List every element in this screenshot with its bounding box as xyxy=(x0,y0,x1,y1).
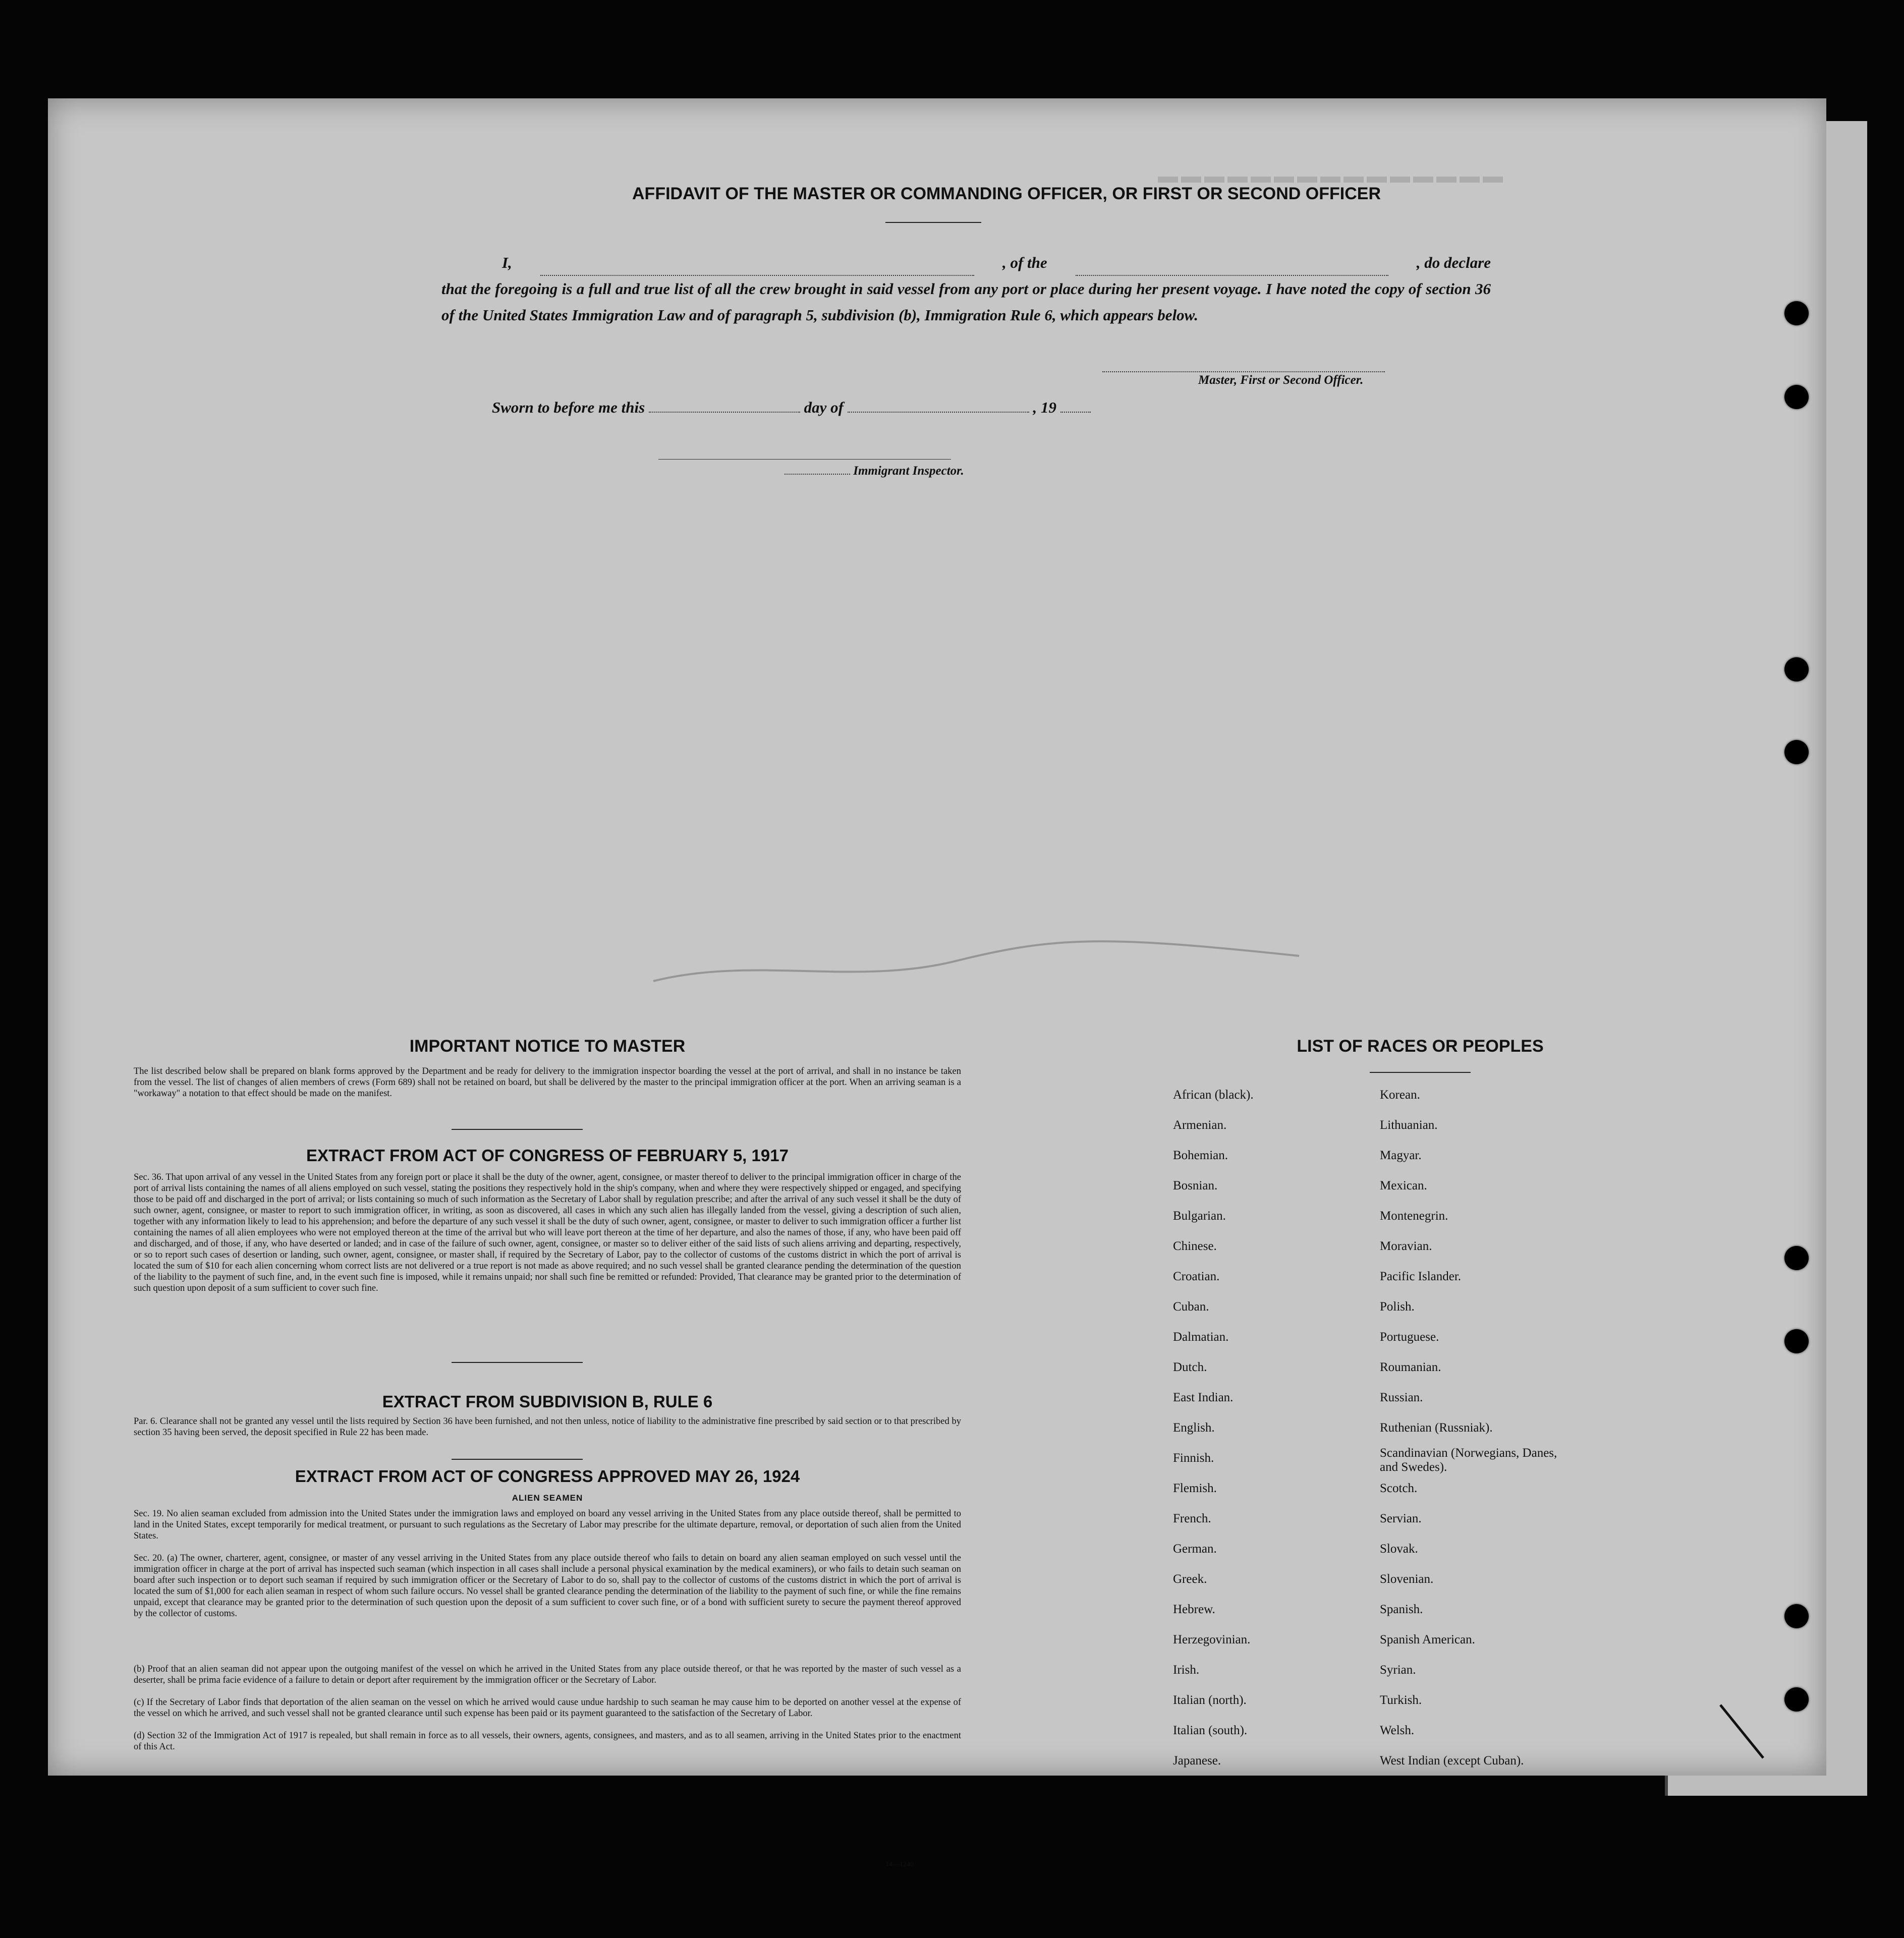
race-item: Greek. xyxy=(1173,1572,1207,1586)
affidavit-text: that the foregoing is a full and true list of all the crew brought in said vessel from any port or place during her present voyage. I have noted the copy of section 36 of the United States Immigration Law and of paragraph 5, subdivision (b), Immigration Rule 6, which appears below. xyxy=(441,280,1491,324)
divider xyxy=(452,1129,583,1130)
inspector-label: Immigrant Inspector. xyxy=(853,464,964,478)
extract-rule6-title: EXTRACT FROM SUBDIVISION B, RULE 6 xyxy=(382,1392,713,1411)
extract-1924-section-20a: Sec. 20. (a) The owner, charterer, agent, consignee, or master of any vessel arriving in the United States from any place outside thereof who fails to detain on board any alien seaman employed on such vessel until the immigration officer in charge at the port of arrival has inspected such seaman (which inspection in all cases shall include a personal physical examination by the medical examiners), or who fails to detain such seaman on board after such inspection or to deport such seaman if required by such immigration officer or the Secretary of Labor to do so, shall pay to the collector of customs of the customs district in which the port of arrival is located the sum of $1,000 for each alien seaman in respect of whom such failure occurs. No vessel shall be granted clearance pending the determination of the liability to the payment of such fine, or while the fine remains unpaid, except that clearance may be granted prior to the determination of such question upon the deposit of a sum sufficient to cover such fine, or of a bond with sufficient surety to secure the payment thereof approved by the collector of customs. xyxy=(134,1553,961,1619)
race-item: Croatian. xyxy=(1173,1270,1220,1283)
race-item: Italian (south). xyxy=(1173,1724,1248,1737)
month-blank xyxy=(848,412,1029,413)
race-item: English. xyxy=(1173,1421,1215,1435)
race-item: German. xyxy=(1173,1542,1217,1556)
race-item: Portuguese. xyxy=(1380,1330,1439,1344)
extract-rule6-text: Par. 6. Clearance shall not be granted any vessel until the lists required by Section 36 have been furnished, and not then unless, notice of liability to the administrative fine prescribed by said section or to that prescribed by section 35 having been served, the deposit specified in Rule 22 has been made. xyxy=(134,1416,961,1438)
vessel-blank xyxy=(1076,250,1388,276)
race-item: Flemish. xyxy=(1173,1481,1217,1495)
divider xyxy=(452,1459,583,1460)
race-item: Scandinavian (Norwegians, Danes, and Swedes). xyxy=(1380,1446,1557,1474)
race-item: Lithuanian. xyxy=(1380,1118,1438,1132)
race-item: Russian. xyxy=(1380,1391,1423,1404)
inspector-line xyxy=(785,464,964,478)
race-item: Polish. xyxy=(1380,1300,1415,1314)
race-item: Slovenian. xyxy=(1380,1572,1434,1586)
race-item: Cuban. xyxy=(1173,1300,1209,1314)
races-title: LIST OF RACES OR PEOPLES xyxy=(1297,1037,1544,1056)
punch-hole xyxy=(1784,385,1809,409)
day-blank xyxy=(649,412,800,413)
inspector-blank xyxy=(785,474,850,475)
race-item: Mexican. xyxy=(1380,1179,1427,1192)
race-item: Spanish American. xyxy=(1380,1633,1475,1646)
race-item: Chinese. xyxy=(1173,1239,1217,1253)
race-item: Ruthenian (Russniak). xyxy=(1380,1421,1493,1435)
race-item: Spanish. xyxy=(1380,1603,1423,1616)
extract-1924-section-20b: (b) Proof that an alien seaman did not appear upon the outgoing manifest of the vessel on which he arrived in the United States from any place outside thereof, or that he was reported by the master of such vessel as a deserter, shall be prima facie evidence of a failure to detain or deport after requirement by the immigration officer or the Secretary of Labor. xyxy=(134,1664,961,1685)
race-item: Armenian. xyxy=(1173,1118,1227,1132)
name-blank xyxy=(540,250,974,276)
divider xyxy=(1370,1072,1471,1073)
signature-label: Master, First or Second Officer. xyxy=(1198,373,1364,387)
punch-hole xyxy=(1784,1687,1809,1712)
race-item: Pacific Islander. xyxy=(1380,1270,1462,1283)
race-item: Syrian. xyxy=(1380,1663,1416,1677)
affidavit-i: I, xyxy=(502,254,512,271)
punch-hole xyxy=(1784,1246,1809,1270)
race-item: Moravian. xyxy=(1380,1239,1432,1253)
race-item: East Indian. xyxy=(1173,1391,1234,1404)
extract-1924-section-20d: (d) Section 32 of the Immigration Act of 1917 is repealed, but shall remain in force as to all vessels, their owners, agents, consignees, and masters, and as to all seamen, arriving in the United States prior to the enactment of this Act. xyxy=(134,1731,961,1752)
race-item: Turkish. xyxy=(1380,1693,1422,1707)
day-of-label: day of xyxy=(804,398,844,416)
race-item: French. xyxy=(1173,1512,1211,1525)
race-item: Dutch. xyxy=(1173,1360,1207,1374)
race-item: Korean. xyxy=(1380,1088,1420,1102)
document-page xyxy=(48,98,1826,1868)
signature-line xyxy=(1102,371,1385,372)
year-blank xyxy=(1060,412,1091,413)
form-number: 14—1240 xyxy=(885,1861,914,1868)
punch-hole xyxy=(1784,1329,1809,1353)
year-prefix: , 19 xyxy=(1033,398,1056,416)
race-item: Roumanian. xyxy=(1380,1360,1441,1374)
race-item: West Indian (except Cuban). xyxy=(1380,1754,1524,1768)
race-item: Irish. xyxy=(1173,1663,1200,1677)
race-item: Welsh. xyxy=(1380,1724,1415,1737)
race-item: Bosnian. xyxy=(1173,1179,1218,1192)
race-item: Italian (north). xyxy=(1173,1693,1247,1707)
bleed-through: ▬▬▬▬▬▬▬▬▬▬▬▬▬▬▬ xyxy=(1158,164,1506,187)
extract-1924-section-20c: (c) If the Secretary of Labor finds that deportation of the alien seaman on the vessel on which he arrived would cause undue hardship to such seaman he may cause him to be deported on another vessel at the expense of the vessel on which he arrived, and such vessel shall not be granted clearance until such expense has been paid or its payment guaranteed to the satisfaction of the Secretary of Labor. xyxy=(134,1697,961,1719)
sworn-line xyxy=(492,398,1091,417)
affidavit-do-declare: , do declare xyxy=(1416,254,1491,271)
race-item: Japanese. xyxy=(1173,1754,1221,1768)
affidavit-of-the: , of the xyxy=(1002,254,1047,271)
punch-hole xyxy=(1784,301,1809,325)
race-item: Slovak. xyxy=(1380,1542,1418,1556)
race-item: Montenegrin. xyxy=(1380,1209,1448,1223)
race-item: Finnish. xyxy=(1173,1451,1214,1465)
faint-mark xyxy=(653,926,1309,996)
extract-1924-title: EXTRACT FROM ACT OF CONGRESS APPROVED MAY 26, 1924 xyxy=(295,1467,800,1486)
sworn-prefix: Sworn to before me this xyxy=(492,398,645,416)
affidavit-body xyxy=(441,250,1491,328)
divider xyxy=(885,222,981,223)
race-item: Bohemian. xyxy=(1173,1149,1228,1162)
affidavit-first-line xyxy=(441,250,1491,276)
punch-hole xyxy=(1784,740,1809,764)
punch-hole xyxy=(1784,657,1809,681)
race-item: Scotch. xyxy=(1380,1481,1418,1495)
inspector-signature-line xyxy=(658,459,951,460)
affidavit-title: AFFIDAVIT OF THE MASTER OR COMMANDING OFFICER, OR FIRST OR SECOND OFFICER xyxy=(632,184,1381,203)
race-item: Bulgarian. xyxy=(1173,1209,1226,1223)
race-item: Magyar. xyxy=(1380,1149,1422,1162)
extract-1924-section-19: Sec. 19. No alien seaman excluded from admission into the United States under the immigration laws and employed on board any vessel arriving in the United States from any place outside thereof, shall be permitted to land in the United States, except temporarily for medical treatment, or pursuant to such regulations as the Secretary of Labor may prescribe for the ultimate departure, removal, or deportation of such alien from the United States. xyxy=(134,1509,961,1541)
race-item: Servian. xyxy=(1380,1512,1422,1525)
race-item: Herzegovinian. xyxy=(1173,1633,1251,1646)
notice-text: The list described below shall be prepared on blank forms approved by the Department and be ready for delivery to the immigration inspector boarding the vessel at the port of arrival, and shall in no instance be taken from the vessel. The list of changes of alien members of crews (Form 689) shall not be retained on board, but shall be delivered by the master to the principal immigration officer at the port. When an arriving seaman is a "workaway" a notation to that effect should be made on the manifest. xyxy=(134,1066,961,1099)
race-item: Dalmatian. xyxy=(1173,1330,1229,1344)
race-item: African (black). xyxy=(1173,1088,1254,1102)
extract-1917-text: Sec. 36. That upon arrival of any vessel in the United States from any foreign port or place it shall be the duty of the owner, agent, consignee, or master thereof to deliver to the principal immigration officer in charge of the port of arrival lists containing the names of all aliens employed on such vessel, stating the positions they respectively hold in the ship's company, when and where they were respectively shipped or engaged, and specifying those to be paid off and discharged in the port of arrival; or lists containing so much of such information as the Secretary of Labor shall by regulation prescribe; and after the arrival of any such vessel it shall be the duty of such owner, agent, consignee, or master to report to such immigration officer, in writing, as soon as discovered, all cases in which any such alien has illegally landed from the vessel, giving a description of such alien, together with any information likely to lead to his apprehension; and before the departure of any such vessel it shall be the duty of such owner, agent, consignee, or master to deliver to such immigration officer a further list containing the names of all alien employees who were not employed thereon at the time of the arrival but who will leave port thereon at the time of her departure, and also the names of those, if any, who have been paid off and discharged, and of those, if any, who have deserted or landed; and in case of the failure of such owner, agent, consignee, or master so to deliver either of the said lists of such aliens arriving and departing, respectively, or so to report such cases of desertion or landing, such owner, agent, consignee, or master shall, if required by the Secretary of Labor, pay to the collector of customs of the customs district in which the port of arrival is located the sum of $10 for each alien concerning whom correct lists are not delivered or a true report is not made as above required; and no such vessel shall be granted clearance pending the determination of the question of the liability to the payment of such fine, and, in the event such fine is imposed, while it remains unpaid; nor shall such fine be remitted or refunded: Provided, That clearance may be granted prior to the determination of such question upon deposit of a sum sufficient to cover such fine. xyxy=(134,1172,961,1293)
punch-hole xyxy=(1784,1604,1809,1628)
race-item: Hebrew. xyxy=(1173,1603,1215,1616)
extract-1924-subtitle: ALIEN SEAMEN xyxy=(512,1493,583,1503)
divider xyxy=(452,1362,583,1363)
extract-1917-title: EXTRACT FROM ACT OF CONGRESS OF FEBRUARY 5, 1917 xyxy=(306,1146,789,1165)
pencil-mark xyxy=(1718,1702,1768,1763)
notice-title: IMPORTANT NOTICE TO MASTER xyxy=(409,1037,686,1056)
